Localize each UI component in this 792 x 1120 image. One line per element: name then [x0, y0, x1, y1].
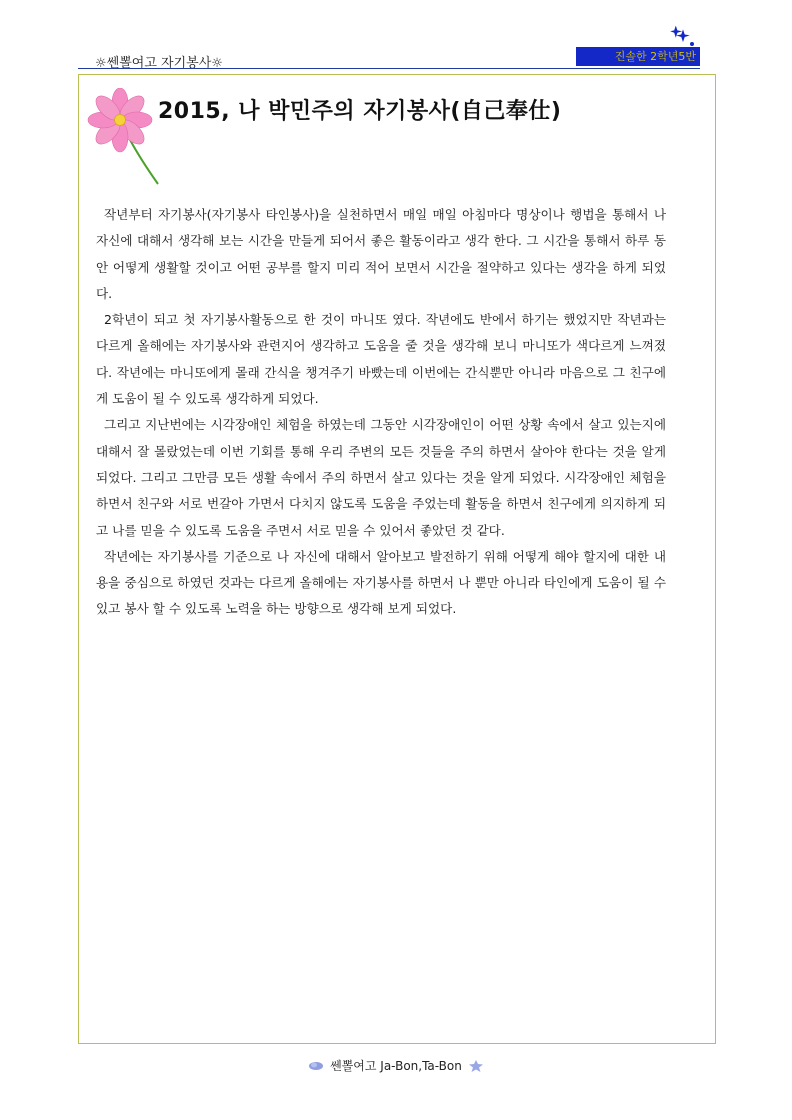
- page-footer: [0, 1057, 792, 1074]
- class-badge: 진솔한 2학년5반: [576, 47, 700, 66]
- paragraph: 작년부터 자기봉사(자기봉사 타인봉사)을 실천하면서 매일 매일 아침마다 명상이나 행법을 통해서 나 자신에 대해서 생각해 보는 시간을 만들게 되어서 좋은 활동이라고 생각 한다. 그 시간을 통해서 하루 동안 어떻게 생활할 것이고 어떤 공부를 할지 미리 적어 보면서 시간을 절약하고 있다는 생각을 하게 되었다.: [96, 207, 666, 301]
- footer-text: 쎈뽈여고 Ja-Bon,Ta-Bon: [330, 1059, 462, 1073]
- paragraph: 작년에는 자기봉사를 기준으로 나 자신에 대해서 알아보고 발전하기 위해 어떻게 해야 할지에 대한 내용을 중심으로 하였던 것과는 다르게 올해에는 자기봉사를 하면서 나 뿐만 아니라 타인에게 도움이 될 수 있고 봉사 할 수 있도록 노력을 하는 방향으로 생각해 보게 되었다.: [96, 548, 666, 617]
- star-sparkle-icon: [668, 24, 698, 50]
- blue-star-icon: [468, 1059, 484, 1073]
- paragraph: 2학년이 되고 첫 자기봉사활동으로 한 것이 마니또 였다. 작년에도 반에서 하기는 했었지만 작년과는 다르게 올해에는 자기봉사와 관련지어 생각하고 도움을 줄 것을 생각해 보니 마니또가 색다르게 느껴졌다. 작년에는 마니또에게 몰래 간식을 챙겨주기 바빴는데 이번에는 간식뿐만 아니라 마음으로 그 친구에게 도움이 될 수 있도록 생각하게 되었다.: [96, 312, 666, 407]
- header-divider: [78, 68, 700, 69]
- paragraph: 그리고 지난번에는 시각장애인 체험을 하였는데 그동안 시각장애인이 어떤 상황 속에서 살고 있는지에 대해서 잘 몰랐었는데 이번 기회를 통해 우리 주변의 모든 것들을 주의 하면서 살아야 한다는 것을 알게 되었다. 그리고 그만큼 모든 생활 속에서 주의 하면서 살고 있다는 것을 알게 되었다. 시각장애인 체험을 하면서 친구와 서로 번갈아 가면서 다치지 않도록 도움을 주었는데 활동을 하면서 친구에게 의지하게 되고 나를 믿을 수 있도록 도움을 주면서 서로 믿을 수 있어서 좋았던 것 같다.: [96, 417, 666, 538]
- blue-flower-icon: [308, 1060, 324, 1072]
- cosmos-flower-icon: [86, 88, 162, 188]
- header-label: ☼쎈뽈여고 자기봉사☼: [95, 56, 223, 71]
- document-body: [96, 202, 666, 623]
- document-title: 2015, 나 박민주의 자기봉사(自己奉仕): [158, 99, 562, 124]
